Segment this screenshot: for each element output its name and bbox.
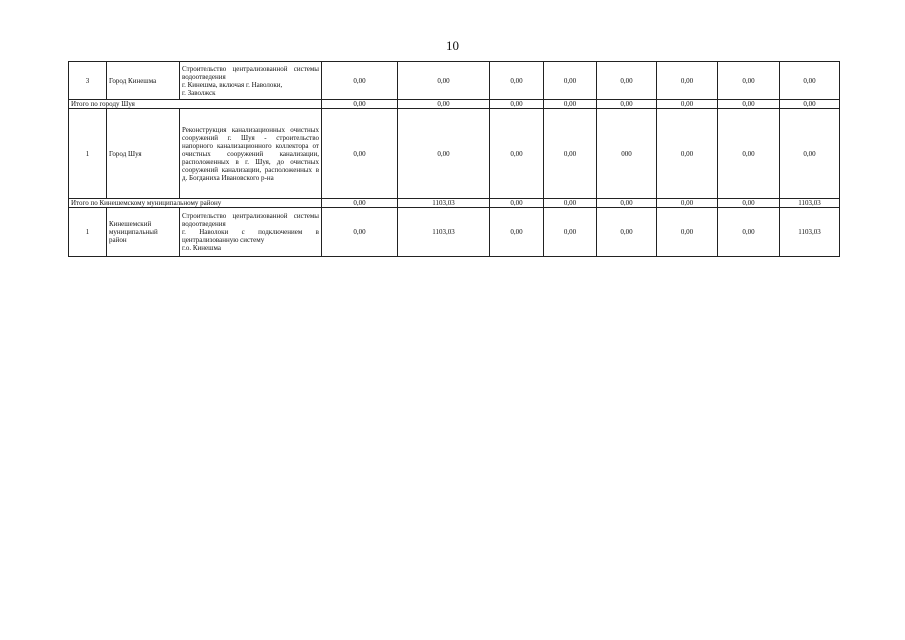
total-label: Итого по Кинешемскому муниципальному району: [69, 199, 322, 208]
table-row: [69, 62, 840, 100]
value-cell: 0,00: [657, 62, 718, 100]
value-cell: 0,00: [544, 208, 597, 257]
value-cell: 1103,03: [780, 208, 840, 257]
value-cell: 0,00: [544, 199, 597, 208]
value-cell: 0,00: [718, 62, 780, 100]
value-cell: 0,00: [597, 208, 657, 257]
value-cell: 0,00: [490, 208, 544, 257]
value-cell: 0,00: [322, 100, 398, 109]
value-cell: 0,00: [657, 109, 718, 199]
value-cell: 0,00: [398, 109, 490, 199]
value-cell: 0,00: [780, 100, 840, 109]
table-row: [69, 109, 840, 199]
row-number: 1: [69, 109, 107, 199]
value-cell: 0,00: [597, 100, 657, 109]
municipality-name: Город Кинешма: [107, 62, 180, 100]
total-row: [69, 199, 840, 208]
value-cell: 1103,03: [398, 208, 490, 257]
value-cell: 0,00: [718, 199, 780, 208]
value-cell: 0,00: [398, 100, 490, 109]
total-row: [69, 100, 840, 109]
project-description: Строительство централизованной системы водоотведения г. Наволоки с подключением в централизованную систему г.о. Кинешма: [180, 208, 322, 257]
value-cell: 0,00: [490, 100, 544, 109]
value-cell: 0,00: [597, 199, 657, 208]
value-cell: 0,00: [597, 62, 657, 100]
value-cell: 0,00: [544, 109, 597, 199]
value-cell: 1103,03: [780, 199, 840, 208]
value-cell: 0,00: [780, 109, 840, 199]
value-cell: 0,00: [322, 199, 398, 208]
municipality-name: Город Шуя: [107, 109, 180, 199]
value-cell: 0,00: [544, 100, 597, 109]
value-cell: 0,00: [544, 62, 597, 100]
row-number: 1: [69, 208, 107, 257]
value-cell: 0,00: [718, 100, 780, 109]
project-description: Реконструкция канализационных очистных сооружений г. Шуя - строительство напорного канализационного коллектора от очистных сооружений канализации, расположенных в г. Шуя, до очистных сооружений канализации, расположенных в д. Богданиха Ивановского р-на: [180, 109, 322, 199]
funding-table: [68, 61, 840, 257]
value-cell: 0,00: [322, 109, 398, 199]
value-cell: 0,00: [398, 62, 490, 100]
value-cell: 0,00: [490, 62, 544, 100]
total-label: Итого по городу Шуя: [69, 100, 322, 109]
project-description: Строительство централизованной системы водоотведения г. Кинешма, включая г. Наволоки, г. Заволжск: [180, 62, 322, 100]
value-cell: 0,00: [657, 208, 718, 257]
value-cell: 1103,03: [398, 199, 490, 208]
value-cell: 0,00: [780, 62, 840, 100]
value-cell: 0,00: [490, 109, 544, 199]
value-cell: 0,00: [657, 199, 718, 208]
value-cell: 0,00: [657, 100, 718, 109]
value-cell: 000: [597, 109, 657, 199]
value-cell: 0,00: [490, 199, 544, 208]
value-cell: 0,00: [322, 208, 398, 257]
table-row: [69, 208, 840, 257]
value-cell: 0,00: [322, 62, 398, 100]
page-number: 10: [446, 38, 459, 53]
value-cell: 0,00: [718, 208, 780, 257]
row-number: 3: [69, 62, 107, 100]
municipality-name: Кинешемский муниципальный район: [107, 208, 180, 257]
value-cell: 0,00: [718, 109, 780, 199]
